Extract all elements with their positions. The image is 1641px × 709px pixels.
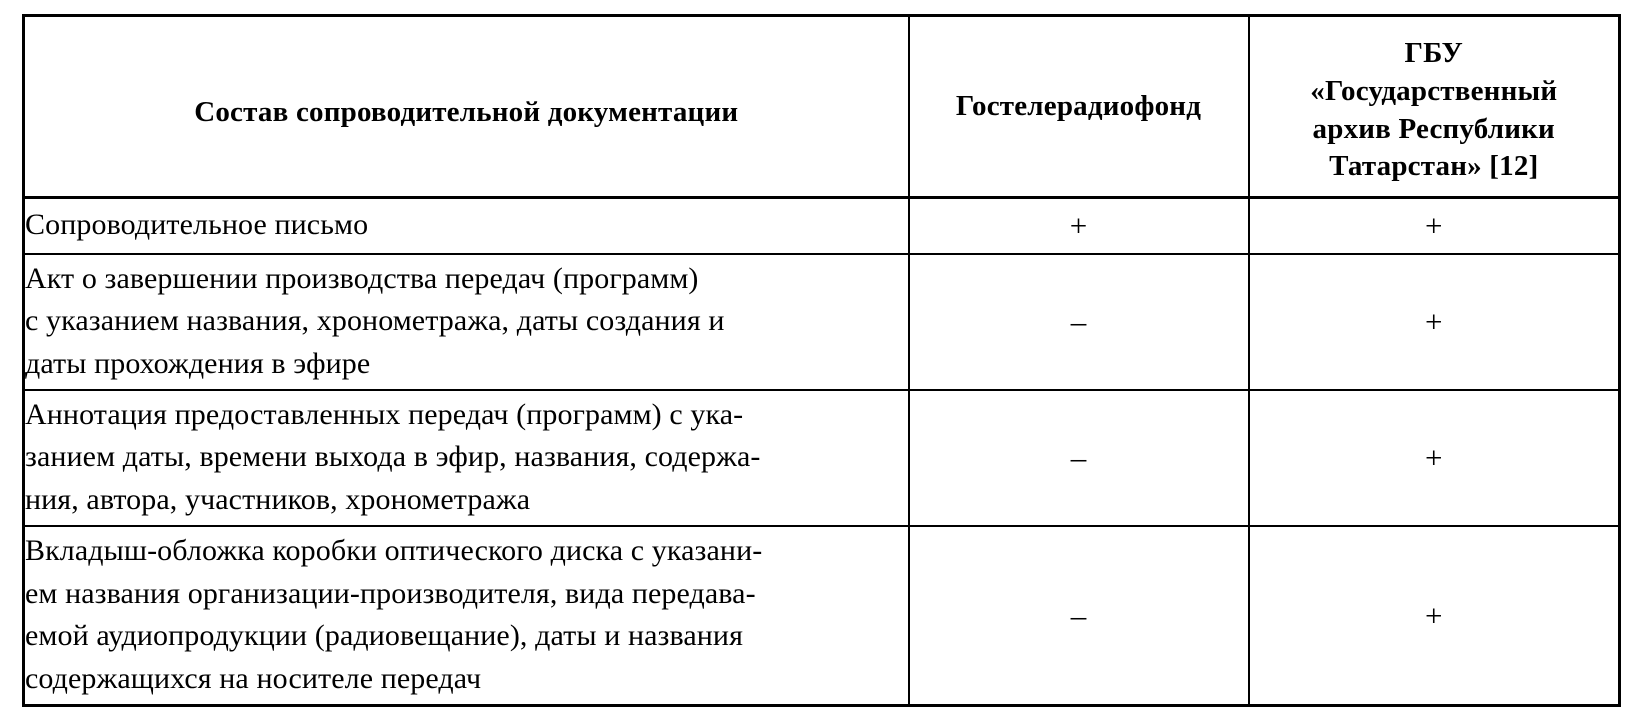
row-mark-gostelradiofond bbox=[909, 198, 1249, 254]
table-header-row bbox=[24, 16, 1620, 198]
column-header-gbu-line-3: архив Республики bbox=[1312, 112, 1555, 145]
column-header-gbu-line-1: ГБУ bbox=[1404, 37, 1463, 70]
row-mark-gbu-archive bbox=[1249, 526, 1620, 706]
column-header-gbu-line-4: Татарстан» [12] bbox=[1329, 150, 1539, 183]
row-mark-gbu-archive bbox=[1249, 390, 1620, 526]
mark-value: + bbox=[1425, 208, 1443, 244]
table-header bbox=[24, 16, 1620, 198]
row-description bbox=[24, 254, 909, 390]
column-header-gbu-line-2: «Государственный bbox=[1310, 74, 1558, 107]
column-header-gbu-archive bbox=[1249, 16, 1620, 198]
mark-value: + bbox=[1425, 304, 1443, 339]
documentation-comparison-table bbox=[22, 14, 1621, 707]
column-header-gostelradiofond: Гостелерадиофонд bbox=[909, 16, 1249, 198]
row-mark-gostelradiofond bbox=[909, 526, 1249, 706]
column-header-composition: Состав сопроводительной документации bbox=[24, 16, 909, 198]
row-description bbox=[24, 526, 909, 706]
row-description-line: содержащихся на носителе передач bbox=[25, 661, 482, 695]
row-description-line: ем названия организации-производителя, вида передава- bbox=[25, 576, 756, 610]
row-description-line: занием даты, времени выхода в эфир, названия, содержа- bbox=[25, 440, 761, 474]
mark-value: + bbox=[1425, 597, 1443, 633]
row-mark-gostelradiofond bbox=[909, 390, 1249, 526]
row-description-line: ния, автора, участников, хронометража bbox=[25, 482, 531, 516]
row-mark-gbu-archive bbox=[1249, 254, 1620, 390]
row-description bbox=[24, 198, 909, 254]
table-body bbox=[24, 198, 1620, 706]
row-description-line: с указанием названия, хронометража, даты создания и bbox=[25, 304, 725, 338]
mark-value: – bbox=[1070, 304, 1087, 339]
row-description-line: Вкладыш-обложка коробки оптического диска с указани- bbox=[25, 534, 763, 568]
row-description-line: емой аудиопродукции (радиовещание), даты и названия bbox=[25, 619, 743, 653]
table-row bbox=[24, 390, 1620, 526]
table-row bbox=[24, 254, 1620, 390]
mark-value: + bbox=[1069, 208, 1088, 244]
row-description-line: Сопроводительное письмо bbox=[25, 208, 369, 242]
mark-value: + bbox=[1425, 440, 1443, 475]
row-description-line: Аннотация предоставленных передач (программ) с ука- bbox=[25, 397, 744, 431]
row-mark-gbu-archive bbox=[1249, 198, 1620, 254]
row-description bbox=[24, 390, 909, 526]
table-row bbox=[24, 526, 1620, 706]
row-description-line: Акт о завершении производства передач (программ) bbox=[25, 261, 699, 295]
row-mark-gostelradiofond bbox=[909, 254, 1249, 390]
row-description-line: даты прохождения в эфире bbox=[25, 346, 371, 380]
table-row bbox=[24, 198, 1620, 254]
mark-value: – bbox=[1070, 597, 1087, 633]
mark-value: – bbox=[1070, 440, 1087, 475]
